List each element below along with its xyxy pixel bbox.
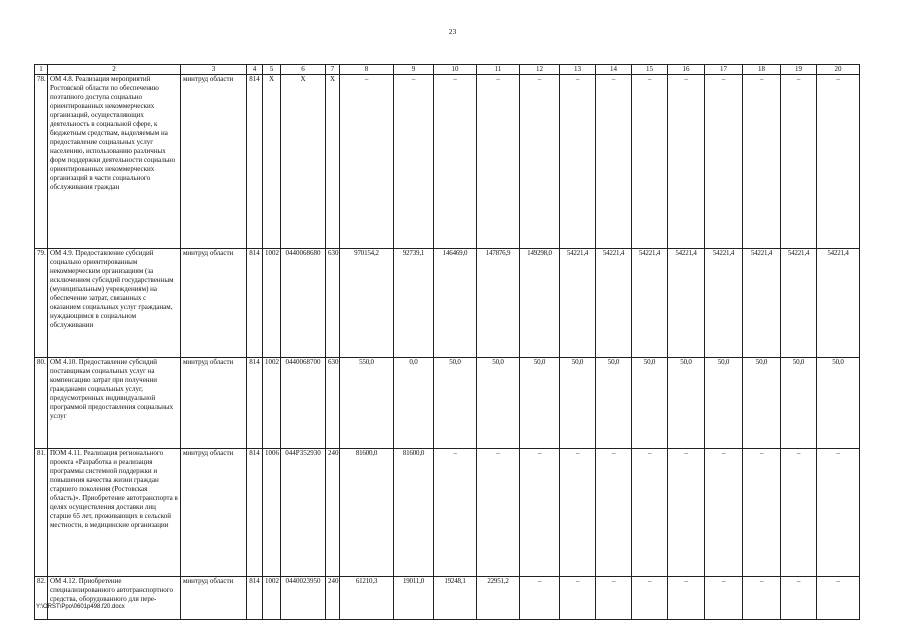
value-cell: – xyxy=(477,75,520,249)
value-cell: 22951,2 xyxy=(477,577,520,620)
vr-code: 630 xyxy=(326,249,340,358)
header-row xyxy=(35,65,860,75)
column-header: 6 xyxy=(281,65,326,75)
value-cell: – xyxy=(817,449,860,577)
column-header: 3 xyxy=(181,65,247,75)
value-cell: – xyxy=(434,75,477,249)
value-cell: 54221,4 xyxy=(705,249,743,358)
value-cell: 970154,2 xyxy=(340,249,394,358)
grbs-code: 814 xyxy=(247,75,263,249)
rzpr-code: 1002 xyxy=(263,358,281,449)
value-cell: – xyxy=(434,449,477,577)
column-header: 11 xyxy=(477,65,520,75)
grbs-code: 814 xyxy=(247,449,263,577)
value-cell: 54221,4 xyxy=(560,249,596,358)
executor: минтруд области xyxy=(181,577,247,620)
csr-code: Х xyxy=(281,75,326,249)
measure-name: ОМ 4.9. Предоставление субсидий социально ориентированным некоммерческим организациям (за исключением субсидий государственным (муниципальным) учреждениям) на обеспечение затрат, связанных с оказанием социальных услуг гражданам, нуждающимся в социальном обслуживании xyxy=(48,249,181,358)
value-cell: – xyxy=(743,449,781,577)
value-cell: 54221,4 xyxy=(743,249,781,358)
column-header: 1 xyxy=(35,65,48,75)
value-cell: 50,0 xyxy=(560,358,596,449)
value-cell: – xyxy=(632,577,668,620)
value-cell: – xyxy=(596,577,632,620)
column-header: 15 xyxy=(632,65,668,75)
table-row xyxy=(35,75,860,249)
value-cell: – xyxy=(560,75,596,249)
csr-code: 0440068700 xyxy=(281,358,326,449)
column-header: 7 xyxy=(326,65,340,75)
column-header: 19 xyxy=(781,65,817,75)
value-cell: – xyxy=(705,577,743,620)
value-cell: 92739,1 xyxy=(394,249,434,358)
value-cell: – xyxy=(632,449,668,577)
value-cell: 149298,0 xyxy=(520,249,560,358)
measure-name: ОМ 4.12. Приобретение специализированного автотранспортного средства, оборудованного для пере- xyxy=(48,577,181,620)
value-cell: – xyxy=(705,75,743,249)
value-cell: 81600,0 xyxy=(394,449,434,577)
value-cell: 50,0 xyxy=(668,358,705,449)
vr-code: Х xyxy=(326,75,340,249)
column-header: 16 xyxy=(668,65,705,75)
value-cell: – xyxy=(520,75,560,249)
table-row xyxy=(35,449,860,577)
value-cell: – xyxy=(781,577,817,620)
column-header: 8 xyxy=(340,65,394,75)
column-header: 5 xyxy=(263,65,281,75)
value-cell: – xyxy=(596,449,632,577)
value-cell: – xyxy=(817,75,860,249)
value-cell: – xyxy=(632,75,668,249)
executor: минтруд области xyxy=(181,75,247,249)
value-cell: 50,0 xyxy=(705,358,743,449)
value-cell: 81600,0 xyxy=(340,449,394,577)
measure-name: ПОМ 4.11. Реализация регионального проекта «Разработка и реализация программы системной поддержки и повышения качества жизни граждан старшего поколения (Ростовская область)». Приобретение автотранспорта в целях осуществления доставки лиц старше 65 лет, проживающих в сельской местности, в медицинские организации xyxy=(48,449,181,577)
table-row xyxy=(35,249,860,358)
column-header: 4 xyxy=(247,65,263,75)
value-cell: 54221,4 xyxy=(781,249,817,358)
column-header: 13 xyxy=(560,65,596,75)
grbs-code: 814 xyxy=(247,577,263,620)
value-cell: – xyxy=(477,449,520,577)
value-cell: 54221,4 xyxy=(817,249,860,358)
value-cell: – xyxy=(394,75,434,249)
column-header: 20 xyxy=(817,65,860,75)
page-number: 23 xyxy=(448,27,457,36)
column-header: 10 xyxy=(434,65,477,75)
value-cell: 54221,4 xyxy=(596,249,632,358)
row-number: 78. xyxy=(35,75,48,249)
value-cell: – xyxy=(520,449,560,577)
executor: минтруд области xyxy=(181,358,247,449)
rzpr-code: 1006 xyxy=(263,449,281,577)
rzpr-code: 1002 xyxy=(263,577,281,620)
measure-name: ОМ 4.8. Реализация мероприятий Ростовской области по обеспечению поэтапного доступа социально ориентированных некоммерческих организаций, осуществляющих деятельность в социальной сфере, к бюджетным средствам, выделяемым на предоставление социальных услуг населению, использованию различных форм поддержки деятельности социально ориентированных некоммерческих организаций в части социального обслуживания граждан xyxy=(48,75,181,249)
column-header: 17 xyxy=(705,65,743,75)
measure-name: ОМ 4.10. Предоставление субсидий поставщикам социальных услуг на компенсацию затрат при получении гражданами социальных услуг, предусмотренных индивидуальной программой предоставления социальных услуг xyxy=(48,358,181,449)
value-cell: 61210,3 xyxy=(340,577,394,620)
vr-code: 240 xyxy=(326,577,340,620)
value-cell: – xyxy=(668,449,705,577)
value-cell: – xyxy=(668,75,705,249)
value-cell: – xyxy=(817,577,860,620)
executor: минтруд области xyxy=(181,249,247,358)
value-cell: – xyxy=(520,577,560,620)
value-cell: 50,0 xyxy=(743,358,781,449)
budget-table xyxy=(34,64,860,620)
rzpr-code: Х xyxy=(263,75,281,249)
footer-file-path: Y:\ORST\Ppo\0601p498.f20.docx xyxy=(36,604,125,610)
value-cell: – xyxy=(596,75,632,249)
value-cell: 50,0 xyxy=(477,358,520,449)
value-cell: – xyxy=(705,449,743,577)
value-cell: 50,0 xyxy=(817,358,860,449)
csr-code: 0440023950 xyxy=(281,577,326,620)
column-header: 12 xyxy=(520,65,560,75)
csr-code: 0440068680 xyxy=(281,249,326,358)
value-cell: 147876,9 xyxy=(477,249,520,358)
column-header: 18 xyxy=(743,65,781,75)
value-cell: – xyxy=(560,577,596,620)
value-cell: – xyxy=(743,577,781,620)
vr-code: 240 xyxy=(326,449,340,577)
grbs-code: 814 xyxy=(247,358,263,449)
value-cell: 50,0 xyxy=(596,358,632,449)
table-row xyxy=(35,358,860,449)
column-header: 2 xyxy=(48,65,181,75)
value-cell: – xyxy=(668,577,705,620)
column-header: 9 xyxy=(394,65,434,75)
rzpr-code: 1002 xyxy=(263,249,281,358)
value-cell: 54221,4 xyxy=(668,249,705,358)
value-cell: 146469,0 xyxy=(434,249,477,358)
value-cell: 50,0 xyxy=(632,358,668,449)
row-number: 80. xyxy=(35,358,48,449)
value-cell: 550,0 xyxy=(340,358,394,449)
grbs-code: 814 xyxy=(247,249,263,358)
value-cell: 0,0 xyxy=(394,358,434,449)
row-number: 81. xyxy=(35,449,48,577)
value-cell: 50,0 xyxy=(781,358,817,449)
row-number: 79. xyxy=(35,249,48,358)
value-cell: 50,0 xyxy=(434,358,477,449)
column-header: 14 xyxy=(596,65,632,75)
csr-code: 044P352930 xyxy=(281,449,326,577)
value-cell: 50,0 xyxy=(520,358,560,449)
executor: минтруд области xyxy=(181,449,247,577)
value-cell: 19011,0 xyxy=(394,577,434,620)
row-number: 82. xyxy=(35,577,48,620)
value-cell: – xyxy=(781,449,817,577)
value-cell: 19248,1 xyxy=(434,577,477,620)
value-cell: – xyxy=(340,75,394,249)
value-cell: – xyxy=(560,449,596,577)
value-cell: 54221,4 xyxy=(632,249,668,358)
vr-code: 630 xyxy=(326,358,340,449)
table-row xyxy=(35,577,860,620)
value-cell: – xyxy=(743,75,781,249)
value-cell: – xyxy=(781,75,817,249)
